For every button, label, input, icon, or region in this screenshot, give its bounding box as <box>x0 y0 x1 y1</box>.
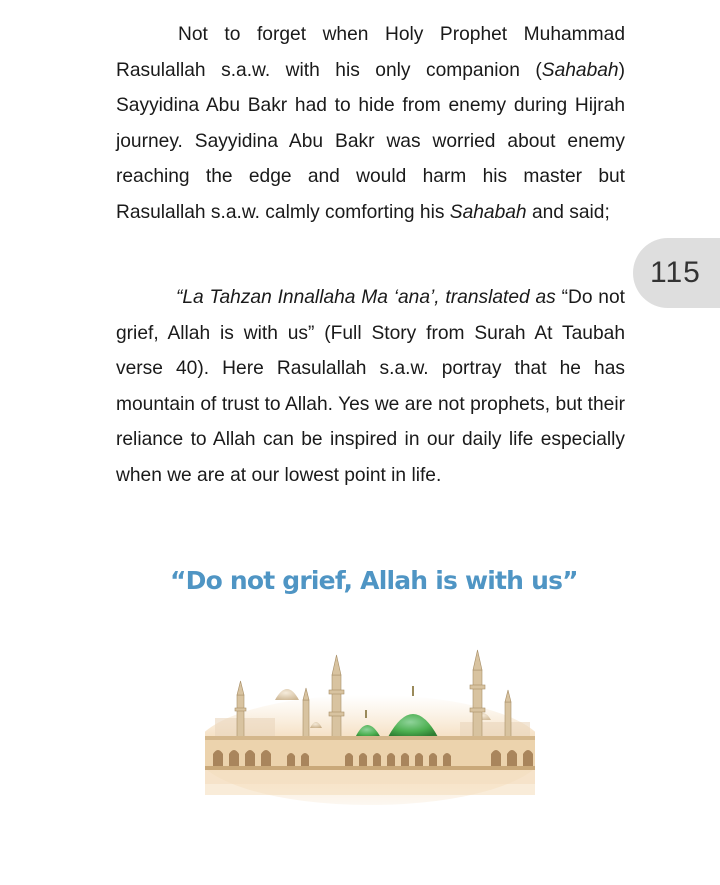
paragraph2-text: “Do not grief, Allah is with us” (Full Story from Surah At Taubah verse 40). Here Rasulallah s.a.w. portray that he has mountain of trust to Allah. Yes we are not prophets, but their reliance to Allah can be inspired in our daily life especially when we are at our lowest point in life. <box>116 287 625 486</box>
paragraph-la-tahzan <box>116 280 625 493</box>
paragraph-hijrah-story <box>116 17 625 230</box>
paragraph2-italic-arabic-phrase: “La Tahzan Innallaha Ma ‘ana’, translated as <box>176 287 556 308</box>
paragraph1-text-c: and said; <box>526 201 610 223</box>
mosque-illustration-icon <box>205 640 535 810</box>
page-number: 115 <box>650 256 701 289</box>
paragraph1-italic-sahabah-a: Sahabah <box>541 59 619 81</box>
paragraph1-text-b: ) Sayyidina Abu Bakr had to hide from enemy during Hijrah journey. Sayyidina Abu Bakr was worried about enemy reaching the edge and would harm his master but Rasulallah s.a.w. calmly comforting his <box>116 59 625 223</box>
paragraph1-text-a: Not to forget when Holy Prophet Muhammad Rasulallah s.a.w. with his only companion ( <box>116 24 625 81</box>
paragraph1-italic-sahabah-b: Sahabah <box>449 201 527 223</box>
quote-heading: “Do not grief, Allah is with us” <box>170 566 578 595</box>
